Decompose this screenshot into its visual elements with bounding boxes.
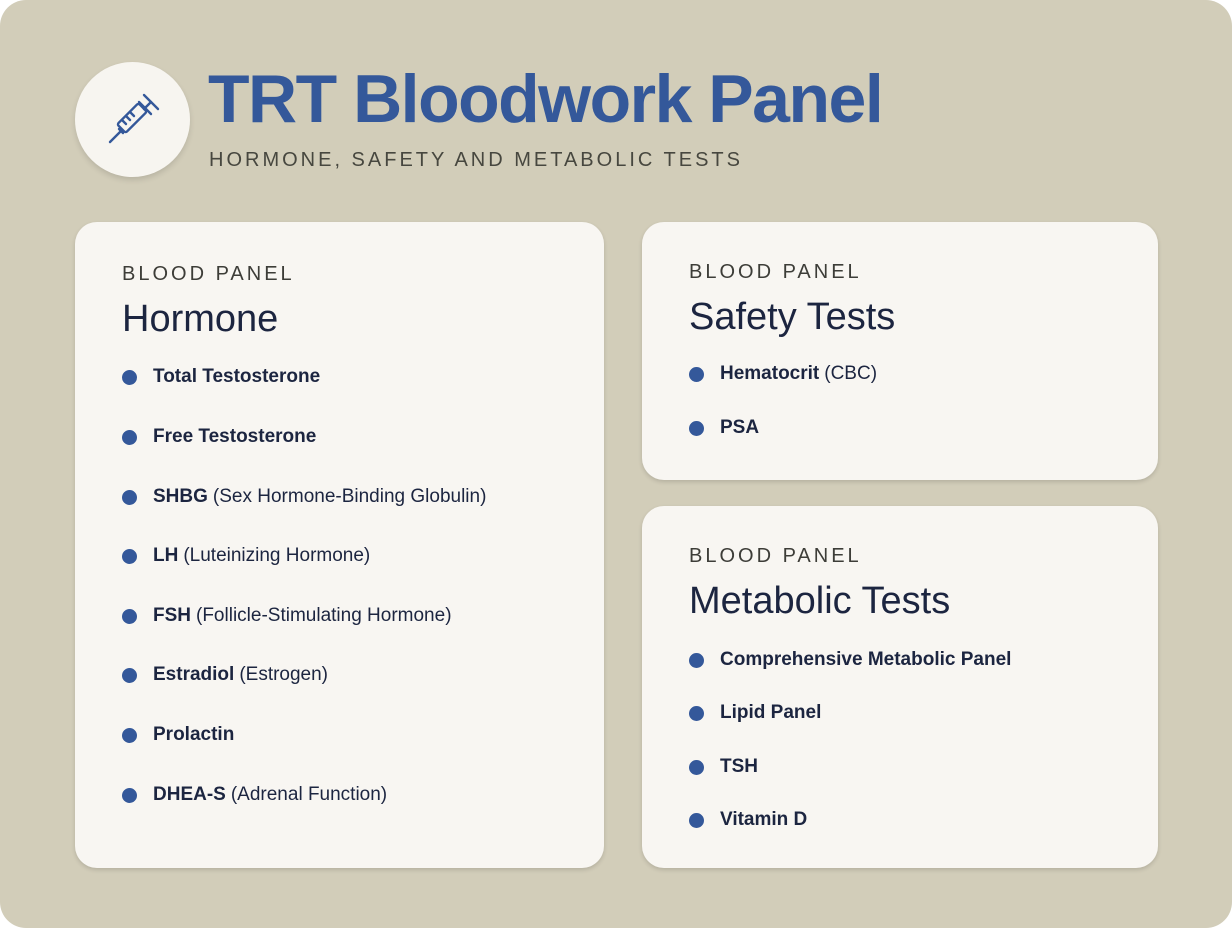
test-name: PSA bbox=[720, 417, 760, 438]
bullet-dot bbox=[689, 653, 704, 668]
test-name: Vitamin D bbox=[720, 809, 808, 830]
bullet-dot bbox=[122, 728, 137, 743]
test-name: Estradiol bbox=[153, 664, 235, 685]
test-name: Total Testosterone bbox=[153, 366, 321, 387]
bullet-dot bbox=[122, 370, 137, 385]
metabolic-panel-card bbox=[642, 506, 1158, 868]
list-item bbox=[689, 755, 758, 779]
list-item bbox=[122, 425, 316, 449]
list-item bbox=[689, 808, 807, 832]
test-detail: (Follicle-Stimulating Hormone) bbox=[196, 605, 452, 626]
hormone-panel-card bbox=[75, 222, 604, 868]
safety-panel-card bbox=[642, 222, 1158, 480]
test-name: LH bbox=[153, 545, 179, 566]
test-detail: (Sex Hormone-Binding Globulin) bbox=[212, 486, 487, 507]
test-detail: (Luteinizing Hormone) bbox=[183, 545, 371, 566]
bullet-dot bbox=[122, 430, 137, 445]
test-name: Prolactin bbox=[153, 724, 235, 745]
syringe-icon bbox=[102, 89, 164, 151]
list-item bbox=[689, 701, 821, 725]
test-name: SHBG bbox=[153, 486, 208, 507]
test-name: Lipid Panel bbox=[720, 702, 822, 723]
bullet-dot bbox=[122, 609, 137, 624]
list-item bbox=[122, 365, 320, 389]
list-item bbox=[122, 663, 328, 687]
bullet-dot bbox=[122, 549, 137, 564]
bullet-dot bbox=[689, 421, 704, 436]
list-item bbox=[122, 783, 387, 807]
panel-eyebrow: BLOOD PANEL bbox=[122, 263, 295, 285]
panel-title: Metabolic Tests bbox=[689, 580, 951, 622]
list-item bbox=[122, 544, 370, 568]
test-name: DHEA-S bbox=[153, 784, 226, 805]
test-name: Comprehensive Metabolic Panel bbox=[720, 649, 1012, 670]
bullet-dot bbox=[689, 813, 704, 828]
list-item bbox=[122, 604, 452, 628]
bullet-dot bbox=[122, 788, 137, 803]
test-name: TSH bbox=[720, 756, 758, 777]
list-item bbox=[689, 362, 877, 386]
panel-title: Safety Tests bbox=[689, 296, 896, 338]
page-subtitle: HORMONE, SAFETY AND METABOLIC TESTS bbox=[209, 149, 743, 171]
list-item bbox=[689, 416, 759, 440]
bullet-dot bbox=[689, 706, 704, 721]
panel-eyebrow: BLOOD PANEL bbox=[689, 261, 862, 283]
test-name: Free Testosterone bbox=[153, 426, 317, 447]
bullet-dot bbox=[122, 490, 137, 505]
bullet-dot bbox=[689, 760, 704, 775]
list-item bbox=[122, 485, 486, 509]
logo-badge bbox=[75, 62, 190, 177]
test-detail: (Adrenal Function) bbox=[230, 784, 388, 805]
test-detail: (CBC) bbox=[824, 363, 878, 384]
panel-title: Hormone bbox=[122, 298, 279, 340]
list-item bbox=[122, 723, 234, 747]
test-name: FSH bbox=[153, 605, 191, 626]
page-title: TRT Bloodwork Panel bbox=[208, 61, 883, 137]
bullet-dot bbox=[122, 668, 137, 683]
bullet-dot bbox=[689, 367, 704, 382]
panel-eyebrow: BLOOD PANEL bbox=[689, 545, 862, 567]
test-detail: (Estrogen) bbox=[239, 664, 329, 685]
test-name: Hematocrit bbox=[720, 363, 820, 384]
list-item bbox=[689, 648, 1011, 672]
